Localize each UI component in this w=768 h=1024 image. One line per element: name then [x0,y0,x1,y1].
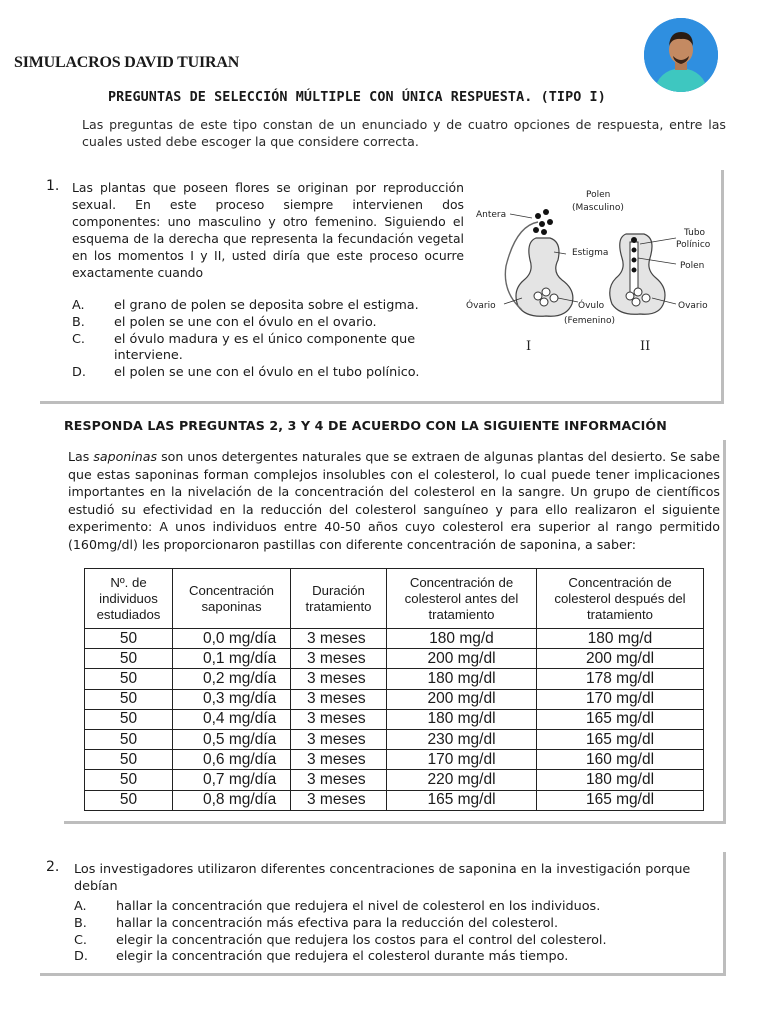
table-cell: 3 meses [291,750,387,770]
saponinas-term: saponinas [93,449,158,464]
experiment-table [84,568,704,811]
table-cell: 3 meses [291,729,387,749]
table-header-row [85,569,704,629]
table-cell: 50 [85,709,173,729]
option-b[interactable]: B. hallar la concentración más efectiva para la reducción del colesterol. [74,915,559,931]
table-row [85,669,704,689]
table-cell: 0,6 mg/día [173,750,291,770]
question-1-number: 1. [46,178,60,194]
table-cell: 170 mg/dl [387,750,537,770]
table-cell: 160 mg/dl [537,750,704,770]
header-individuos: Nº. de individuos estudiados [85,569,173,629]
table-cell: 165 mg/dl [537,709,704,729]
label-polen-masculino: Polen [586,190,611,200]
label-polen: Polen [680,261,705,271]
header-despues: Concentración de colesterol después del tratamiento [537,569,704,629]
table-cell: 220 mg/dl [387,770,537,790]
fertilization-diagram [466,182,718,362]
table-cell: 0,4 mg/día [173,709,291,729]
question-2-options [74,899,714,966]
label-femenino: (Femenino) [564,316,615,326]
option-a[interactable]: A. el grano de polen se deposita sobre el estigma. [72,298,419,313]
label-moment-ii: II [640,339,651,354]
table-row [85,629,704,649]
option-d[interactable]: D. el polen se une con el óvulo en el tubo polínico. [72,365,420,381]
header-duracion: Duración tratamiento [291,569,387,629]
table-row [85,649,704,669]
table-cell: 3 meses [291,689,387,709]
header-antes: Concentración de colesterol antes del tratamiento [387,569,537,629]
table-row [85,689,704,709]
avatar-portrait [644,18,718,92]
label-ovulo: Óvulo [578,301,605,311]
table-cell: 0,2 mg/día [173,669,291,689]
table-body [85,629,704,811]
question-2-text: Los investigadores utilizaron diferentes concentraciones de saponina en la investigación porque debían [74,862,691,894]
question-2-number: 2. [46,859,60,875]
section-heading: RESPONDA LAS PREGUNTAS 2, 3 Y 4 DE ACUERDO CON LA SIGUIENTE INFORMACIÓN [64,418,667,433]
header-concentracion: Concentración saponinas [173,569,291,629]
label-ovario-right: Ovario [678,301,708,311]
table-cell: 180 mg/d [537,629,704,649]
table-cell: 50 [85,629,173,649]
option-d[interactable]: D. elegir la concentración que redujera el colesterol durante más tiempo. [74,949,569,965]
option-a[interactable]: A. hallar la concentración que redujera el nivel de colesterol en los individuos. [74,899,601,914]
table-cell: 3 meses [291,649,387,669]
table-cell: 3 meses [291,669,387,689]
table-cell: 170 mg/dl [537,689,704,709]
table-row [85,790,704,810]
table-cell: 50 [85,689,173,709]
label-moment-i: I [526,339,532,354]
table-row [85,729,704,749]
table-cell: 178 mg/dl [537,669,704,689]
table-cell: 230 mg/dl [387,729,537,749]
table-cell: 50 [85,750,173,770]
question-1-options [72,298,452,382]
table-cell: 180 mg/dl [387,669,537,689]
table-cell: 0,8 mg/día [173,790,291,810]
table-cell: 50 [85,770,173,790]
page-title: PREGUNTAS DE SELECCIÓN MÚLTIPLE CON ÚNICA RESPUESTA. (TIPO I) [108,90,606,105]
table-cell: 200 mg/dl [387,649,537,669]
label-antera: Antera [476,210,507,220]
question-1-text: Las plantas que poseen flores se originan por reproducción sexual. En este proceso siempre intervienen dos componentes: uno masculino y otro femenino. Siguiendo el esquema de la derecha que representa la fecundación vegetal en los momentos I y II, usted diría que este proceso ocurre exactamente cuando [72,180,464,281]
option-c[interactable]: C. el óvulo madura y es el único componente que interviene. [72,331,416,364]
table-cell: 0,3 mg/día [173,689,291,709]
brand-title: SIMULACROS DAVID TUIRAN [14,54,240,71]
table-cell: 165 mg/dl [537,729,704,749]
table-cell: 3 meses [291,629,387,649]
table-cell: 0,7 mg/día [173,770,291,790]
author-avatar [644,18,718,92]
table-cell: 180 mg/dl [387,709,537,729]
table-row [85,750,704,770]
label-polinico: Polínico [676,240,711,250]
table-cell: 0,1 mg/día [173,649,291,669]
label-ovario-left: Óvario [466,301,496,311]
table-cell: 165 mg/dl [387,790,537,810]
table-cell: 50 [85,790,173,810]
table-cell: 50 [85,669,173,689]
table-cell: 0,5 mg/día [173,729,291,749]
instructions-text: Las preguntas de este tipo constan de un enunciado y de cuatro opciones de respuesta, entre las cuales usted debe escoger la que considere correcta. [82,117,726,149]
option-c[interactable]: C. elegir la concentración que redujera los costos para el control del colesterol. [74,932,607,948]
table-cell: 180 mg/d [387,629,537,649]
table-cell: 180 mg/dl [537,770,704,790]
table-cell: 200 mg/dl [387,689,537,709]
table-cell: 165 mg/dl [537,790,704,810]
table-cell: 0,0 mg/día [173,629,291,649]
label-tubo: Tubo [684,228,706,238]
option-b[interactable]: B. el polen se une con el óvulo en el ovario. [72,314,377,330]
table-row [85,709,704,729]
table-cell: 50 [85,729,173,749]
label-estigma: Estigma [572,248,609,258]
table-row [85,770,704,790]
table-cell: 50 [85,649,173,669]
table-cell: 3 meses [291,790,387,810]
saponinas-info: Las saponinas son unos detergentes naturales que se extraen de algunas plantas del desierto. Se sabe que estas saponinas forman complejos insolubles con el colesterol, lo cual puede tener implicaciones importantes en la nivelación de la concentración del colesterol en la sangre. Un grupo de científicos estudió su efectividad en la reducción del colesterol sanguíneo y para ello realizaron el siguiente experimento: A unos individuos entre 40-50 años cuyo colesterol era superior al rango permitido (160mg/dl) les proporcionaron pastillas con diferente concentración de saponina, a saber: [68,449,720,552]
table-cell: 3 meses [291,770,387,790]
table-cell: 200 mg/dl [537,649,704,669]
table-cell: 3 meses [291,709,387,729]
label-masculino: (Masculino) [572,203,624,213]
